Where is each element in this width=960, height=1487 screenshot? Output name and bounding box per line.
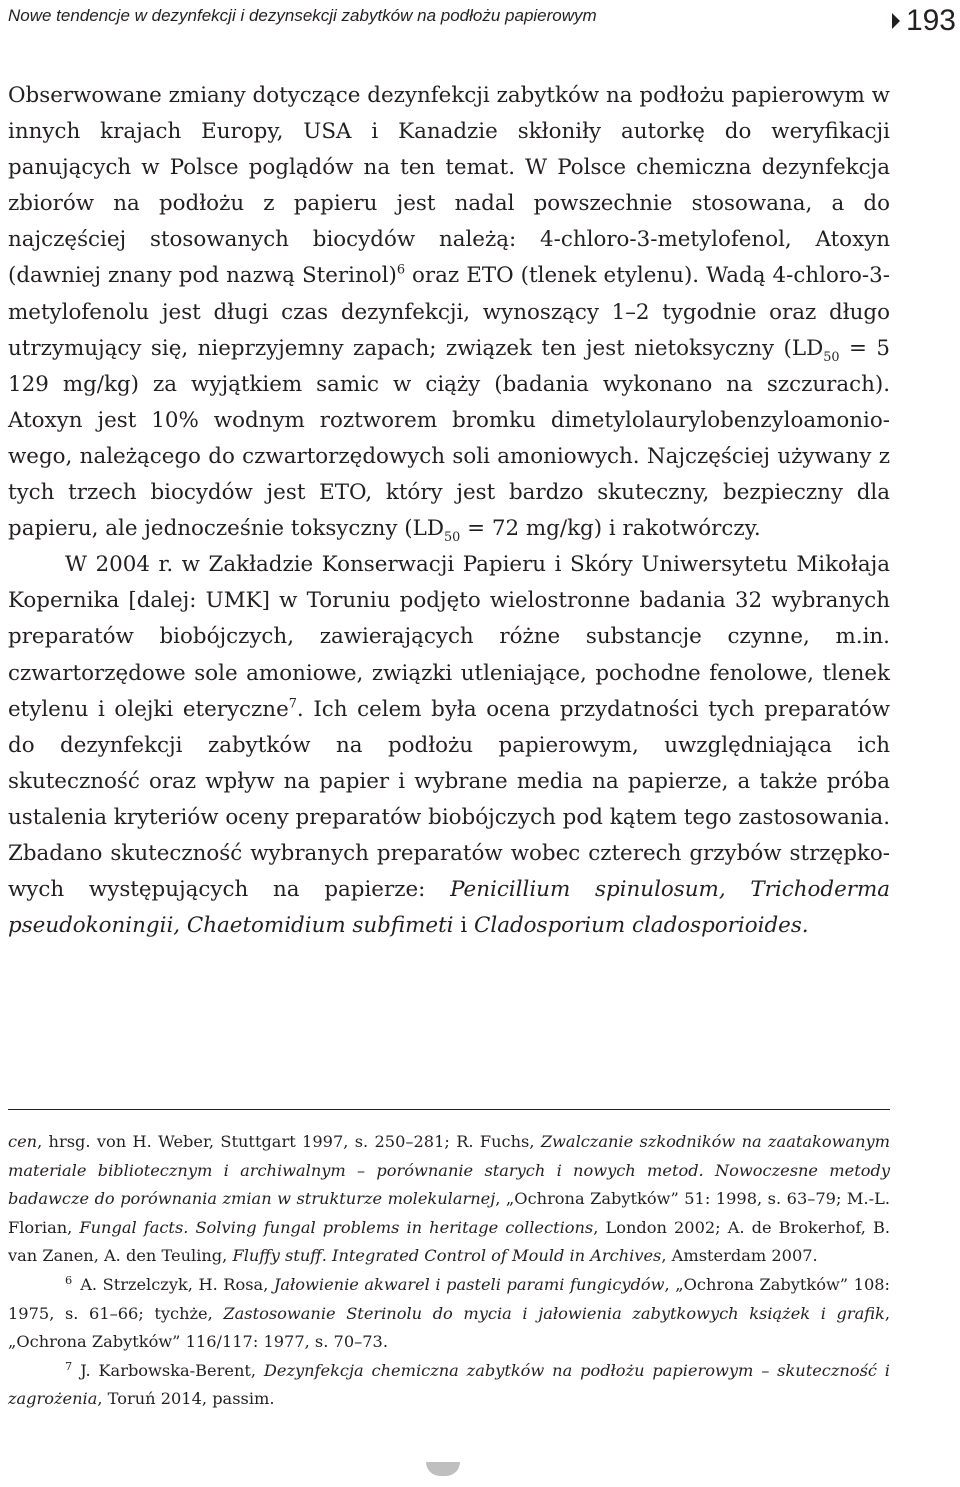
page-number: 193 <box>905 4 956 37</box>
text-span: = 5 129 mg/kg) za wyjątkiem samic w ciąży (badania wykonano na szczurach). Atoxyn jest 10% wodnym roztworem bromku dimetylolaurylobenzyloamoniowego, należącego do czwartorzędowych soli amoniowych. Najczęściej używany z tych trzech biocydów jest ETO, który jest bardzo skuteczny, bezpieczny dla papieru, ale jednocześnie toksyczny (LD <box>8 335 890 542</box>
text-span: , „Ochrona Zabytków” 51: 1998, s. 63–79; M.-L. Florian, <box>8 1189 890 1237</box>
subscript-50: 50 <box>823 349 840 365</box>
triangle-marker-icon <box>892 13 900 29</box>
footnotes <box>8 1128 890 1414</box>
text-span: i <box>453 913 474 939</box>
main-text <box>8 78 890 944</box>
footnote-6 <box>8 1271 890 1357</box>
paragraph-1 <box>8 78 890 547</box>
footnote-continuation <box>8 1128 890 1271</box>
text-span: J. Karbowska-Berent, <box>80 1360 264 1380</box>
text-span: , „Ochrona Zabytków” 108: 1975, s. 61–66; tychże, <box>8 1274 890 1323</box>
page-header <box>8 4 958 38</box>
subscript-50: 50 <box>444 529 461 545</box>
text-span: , Toruń 2014, passim. <box>97 1389 275 1409</box>
running-title: Nowe tendencje w dezynfekcji i dezynsekcji zabytków na podłożu papierowym <box>8 6 597 25</box>
text-italic: Fluffy stuff. Integrated Control of Mould in Archives <box>232 1246 662 1266</box>
text-span: = 72 mg/kg) i rakotwórczy. <box>460 516 761 542</box>
species-names: Penicillium spinulosum, Trichoderma pseudokoningii, Chaetomidium subfimeti <box>8 877 890 939</box>
text-span: oraz ETO (tlenek etylenu). Wadą 4-chloro-3-metylofenolu jest długi czas dezynfekcji, wynoszący 1–2 tygodnie oraz długo utrzymujący się, nieprzyjemny zapach; związek ten jest nietoksyczny (LD <box>8 263 890 361</box>
page-bottom-ornament <box>426 1462 460 1476</box>
footnote-ref-7: 7 <box>288 696 297 712</box>
text-span: Obserwowane zmiany dotyczące dezynfekcji zabytków na podłożu papierowym w innych krajach Europy, USA i Kanadzie skłoniły autorkę do weryfikacji panujących w Polsce poglądów na ten temat. W Polsce chemiczna dezynfekcja zbiorów na podłożu z papieru jest nadal powszechnie stosowana, a do najczęściej stosowanych biocydów należą: 4-chloro-3-metylofenol, Atoxyn (dawniej znany pod nazwą Sterinol) <box>8 83 890 289</box>
text-italic: Zwalczanie szkodników na zaatakowanym materiale bibliotecznym i archiwalnym – porównanie starych i nowych metod. Nowoczesne metody badawcze do porównania zmian w strukturze molekularnej <box>8 1132 890 1209</box>
text-span: , „Ochrona Zabytków” 116/117: 1977, s. 70–73. <box>8 1303 891 1352</box>
species-name: Cladosporium cladosporioides. <box>473 913 809 939</box>
text-span: A. Strzelczyk, H. Rosa, <box>80 1274 274 1294</box>
text-italic: cen <box>8 1132 38 1151</box>
paragraph-2 <box>8 547 890 944</box>
footnote-7 <box>8 1357 890 1414</box>
text-italic: Dezynfekcja chemiczna zabytków na podłożu papierowym – skuteczność i zagrożenia <box>8 1360 890 1409</box>
text-span: , London 2002; A. de Brokerhof, B. van Zanen, A. den Teuling, <box>8 1217 891 1266</box>
footnote-ref-6: 6 <box>396 263 405 279</box>
text-italic: Fungal facts. Solving fungal problems in heritage collections <box>79 1217 594 1237</box>
text-italic: Jałowienie akwarel i pasteli parami fungicydów <box>273 1274 665 1294</box>
footnote-number: 6 <box>65 1273 73 1288</box>
text-span: , hrsg. von H. Weber, Stuttgart 1997, s. 250–281; R. Fuchs, <box>37 1132 541 1151</box>
text-italic: Zastosowanie Sterinolu do mycia i jałowienia zabytkowych książek i grafik <box>223 1303 885 1323</box>
text-span: , Amsterdam 2007. <box>661 1246 818 1266</box>
text-span: W 2004 r. w Zakładzie Konserwacji Papieru i Skóry Uniwersytetu Mikołaja Kopernika [dalej: UMK] w Toruniu podjęto wielostronne badania 32 wybranych preparatów biobójczych, zawierających różne substancje czynne, m.in. czwartorzędowe sole amoniowe, związki utleniające, pochodne fenolowe, tlenek etylenu i olejki eteryczne <box>8 552 890 722</box>
page-number-block <box>892 4 956 38</box>
footnote-number: 7 <box>65 1359 73 1374</box>
text-span: . Ich celem była ocena przydatności tych preparatów do dezynfekcji zabytków na podłożu papierowym, uwzględniająca ich skuteczność oraz wpływ na papier i wybrane media na papierze, a także próba ustalenia kryteriów oceny preparatów biobójczych pod kątem tego zastosowania. Zbadano skuteczność wybranych preparatów wobec czterech grzybów strzępkowych występujących na papierze: <box>8 696 891 903</box>
footnote-separator <box>8 1109 890 1110</box>
